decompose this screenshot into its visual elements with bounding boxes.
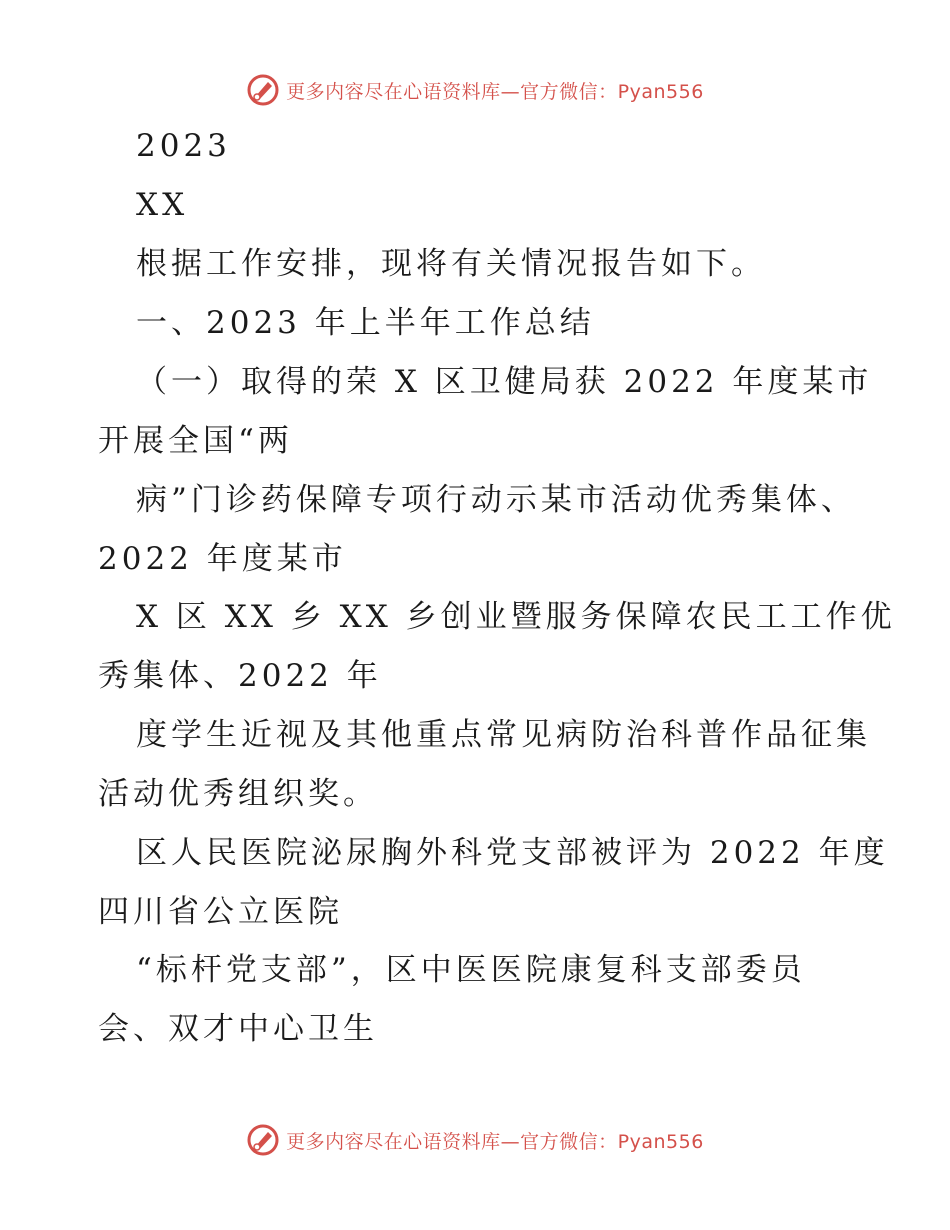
section-heading: 一、2023 年上半年工作总结 [136, 305, 595, 341]
doc-line: 度学生近视及其他重点常见病防治科普作品征集 [136, 717, 871, 753]
doc-line: X 区 XX 乡 XX 乡创业暨服务保障农民工工作优 [136, 599, 896, 635]
watermark-banner-top [0, 70, 950, 110]
doc-line: 四川省公立医院 [98, 894, 343, 930]
pen-logo-icon [246, 1123, 280, 1157]
doc-line: 2022 年度某市 [98, 541, 347, 577]
doc-line: 根据工作安排，现将有关情况报告如下。 [136, 246, 766, 282]
watermark-text-top: 更多内容尽在心语资料库—官方微信：Pyan556 [286, 80, 704, 103]
doc-line: 病”门诊药保障专项行动示某市活动优秀集体、 [136, 482, 856, 518]
watermark-banner-bottom [0, 1120, 950, 1160]
watermark-text-bottom: 更多内容尽在心语资料库—官方微信：Pyan556 [286, 1130, 704, 1153]
doc-line: 活动优秀组织奖。 [98, 776, 378, 812]
doc-line: “标杆党支部”，区中医医院康复科支部委员 [136, 952, 806, 988]
pen-logo-icon [246, 73, 280, 107]
doc-line: XX [136, 187, 189, 223]
doc-line: 2023 [136, 128, 231, 164]
doc-line: （一）取得的荣 X 区卫健局获 2022 年度某市 [136, 364, 873, 400]
doc-line: 开展全国“两 [98, 423, 293, 459]
doc-line: 秀集体、2022 年 [98, 658, 382, 694]
doc-line: 会、双才中心卫生 [98, 1011, 378, 1047]
doc-line: 区人民医院泌尿胸外科党支部被评为 2022 年度 [136, 835, 889, 871]
